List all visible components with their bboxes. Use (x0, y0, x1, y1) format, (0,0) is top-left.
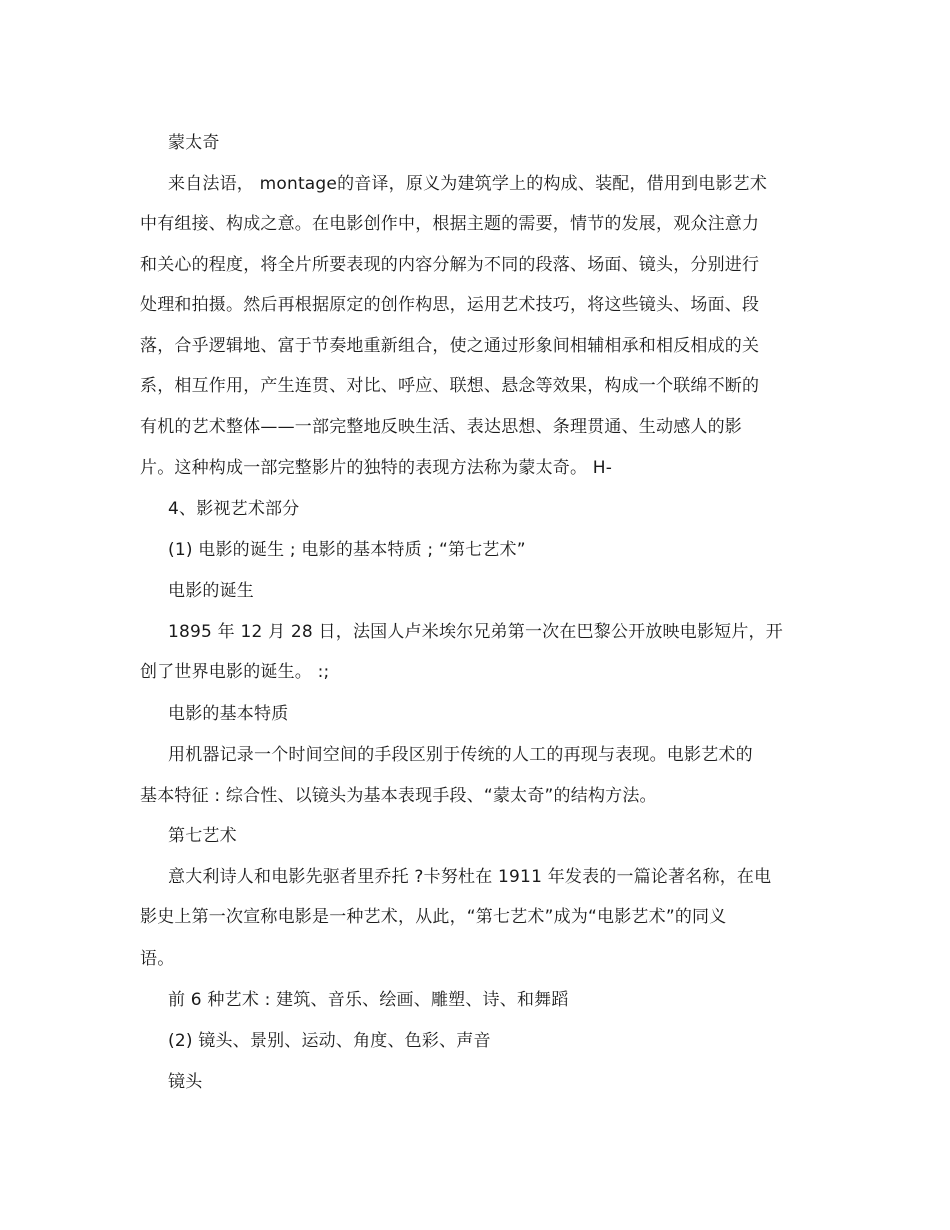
heading-basic-nature: 电影的基本特质 (168, 704, 289, 724)
section-heading: 4、影视艺术部分 (168, 499, 300, 519)
paragraph-line: 中有组接、构成之意。在电影创作中，根据主题的需要，情节的发展，观众注意力 (140, 214, 760, 234)
paragraph-line: 前 6 种艺术 : 建筑、音乐、绘画、雕塑、诗、和舞蹈 (168, 990, 569, 1010)
paragraph-line: 影史上第一次宣称电影是一种艺术，从此，“第七艺术”成为“电影艺术”的同义 (140, 907, 727, 927)
paragraph-line: 落，合乎逻辑地、富于节奏地重新组合，使之通过形象间相辅相承和相反相成的关 (140, 336, 760, 356)
heading-shot: 镜头 (168, 1072, 203, 1092)
paragraph-line: 创了世界电影的诞生。 :; (140, 662, 330, 682)
paragraph-line: 系，相互作用，产生连贯、对比、呼应、联想、悬念等效果，构成一个联绵不断的 (140, 376, 760, 396)
paragraph-line: 处理和拍摄。然后再根据原定的创作构思，运用艺术技巧，将这些镜头、场面、段 (140, 295, 760, 315)
paragraph-line: 用机器记录一个时间空间的手段区别于传统的人工的再现与表现。电影艺术的 (168, 745, 753, 765)
heading-seventh-art: 第七艺术 (168, 826, 237, 846)
paragraph-line: 片。这种构成一部完整影片的独特的表现方法称为蒙太奇。 H- (140, 458, 613, 478)
paragraph-line: 有机的艺术整体——一部完整地反映生活、表达思想、条理贯通、生动感人的影 (140, 417, 742, 437)
paragraph-line: 语。 (140, 949, 175, 969)
paragraph-line: 和关心的程度，将全片所要表现的内容分解为不同的段落、场面、镜头，分别进行 (140, 255, 760, 275)
subsection-heading: (2) 镜头、景别、运动、角度、色彩、声音 (168, 1031, 491, 1051)
subsection-heading: (1) 电影的诞生 ; 电影的基本特质 ; “第七艺术” (168, 540, 526, 560)
heading-birth-of-film: 电影的诞生 (168, 581, 254, 601)
paragraph-line: 基本特征 : 综合性、以镜头为基本表现手段、“蒙太奇”的结构方法。 (140, 786, 657, 806)
paragraph-line: 意大利诗人和电影先驱者里乔托 ?卡努杜在 1911 年发表的一篇论著名称，在电 (168, 867, 772, 887)
paragraph-line: 1895 年 12 月 28 日，法国人卢米埃尔兄弟第一次在巴黎公开放映电影短片，开 (168, 622, 783, 642)
heading-montage: 蒙太奇 (168, 133, 220, 153)
paragraph-line: 来自法语， montage的音译，原义为建筑学上的构成、装配，借用到电影艺术 (168, 174, 768, 194)
